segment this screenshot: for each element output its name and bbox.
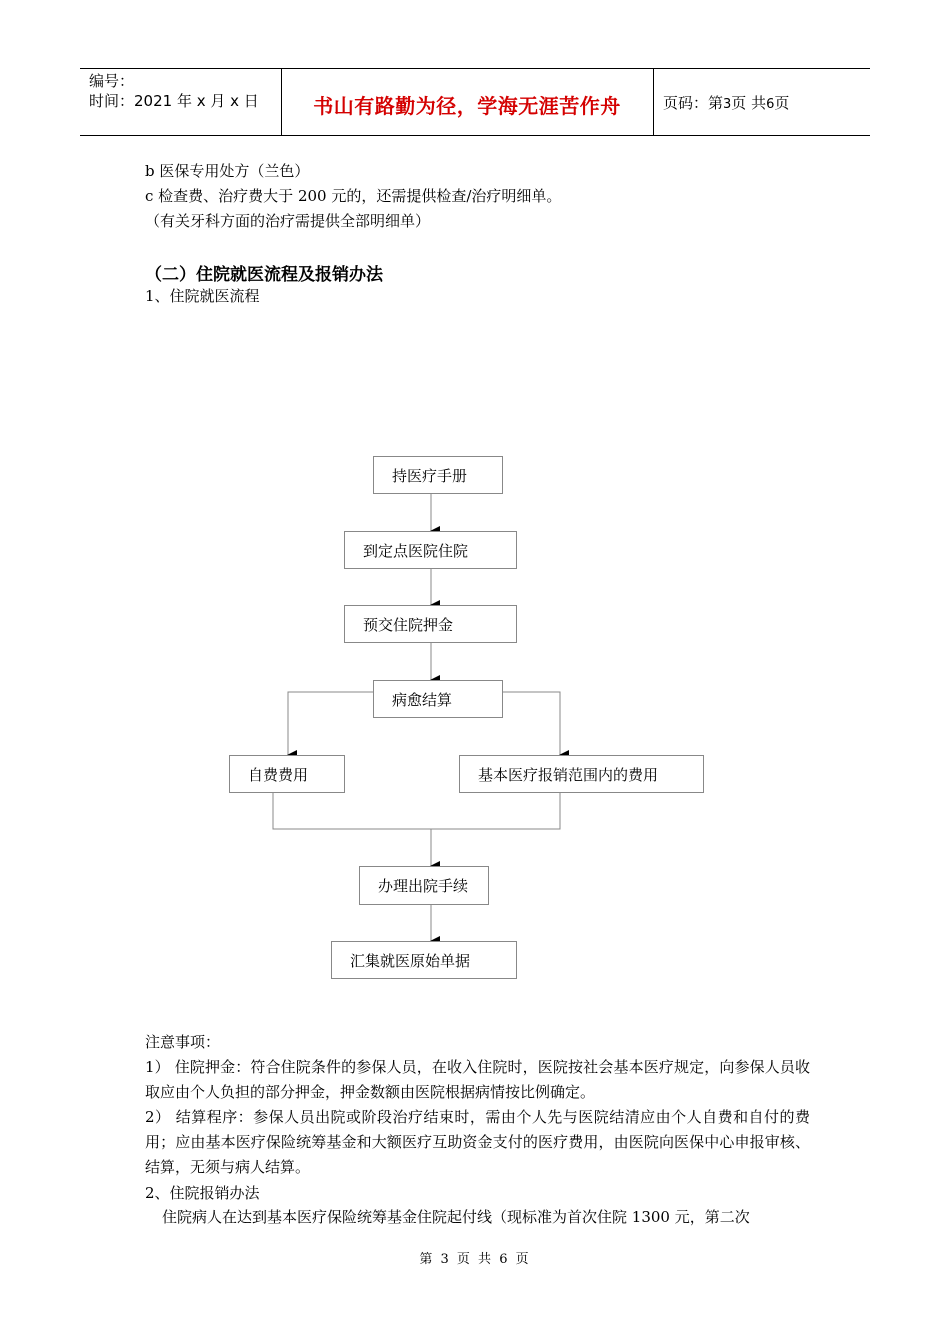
flow-branch-right-label: 基本医疗报销范围内的费用 [478,765,659,784]
subsection-1-title: 1、住院就医流程 [145,287,260,305]
flow-step-6-label: 汇集就医原始单据 [350,951,471,970]
header-left-cell [89,71,259,111]
flow-branch-right [459,755,704,793]
flow-step-5 [359,866,489,905]
intro-line-c: c 检查费、治疗费大于 200 元的，还需提供检查/治疗明细单。 [145,187,562,205]
page-total: 6 [766,97,775,112]
column-divider [653,69,654,135]
notes-item-1: 1） 住院押金：符合住院条件的参保人员，在收入住院时，医院按社会基本医疗规定，向参保人员收取应由个人负担的部分押金，押金数额由医院根据病情按比例确定。 [145,1058,810,1101]
arrow-4-left [288,692,373,755]
notes-item-2: 2） 结算程序：参保人员出院或阶段治疗结束时，需由个人先与医院结清应由个人自费和自付的费用；应由基本医疗保险统筹基金和大额医疗互助资金支付的医疗费用，由医院向医保中心申报审核、结算，无须与病人结算。 [145,1108,810,1176]
flow-step-3-label: 预交住院押金 [363,615,454,634]
flow-branch-left-label: 自费费用 [248,765,309,784]
flow-step-4 [373,680,503,718]
page-mid: 页 共 [731,94,767,112]
subsection-2-title: 2、住院报销办法 [145,1184,260,1202]
flow-step-1-label: 持医疗手册 [392,466,468,485]
flow-step-4-label: 病愈结算 [392,690,453,709]
flow-step-3 [344,605,517,643]
notes-title: 注意事项： [145,1033,221,1051]
page-suffix: 页 [774,94,790,112]
flow-branch-left [229,755,345,793]
merge-line [273,792,560,829]
page-current: 3 [723,97,732,112]
header-table [80,68,870,136]
header-page-number [663,92,789,113]
intro-line-note: （有关牙科方面的治疗需提供全部明细单） [145,212,431,230]
flow-step-2 [344,531,517,569]
date-label: 时间：2021 年 x 月 x 日 [89,92,259,110]
page-footer: 第 3 页 共 6 页 [419,1252,531,1267]
number-label: 编号： [89,72,135,90]
reimbursement-paragraph: 住院病人在达到基本医疗保险统筹基金住院起付线（现标准为首次住院 1300 元，第二次 [162,1208,750,1226]
flow-step-2-label: 到定点医院住院 [363,541,469,560]
flow-step-6 [331,941,517,979]
header-motto: 书山有路勤为径，学海无涯苦作舟 [313,94,621,118]
page-prefix: 页码：第 [663,94,724,112]
flow-step-5-label: 办理出院手续 [378,877,469,895]
flow-step-1 [373,456,503,494]
section-heading: （二）住院就医流程及报销办法 [145,265,383,285]
arrow-4-right [502,692,560,755]
intro-line-b: b 医保专用处方（兰色） [145,162,310,180]
